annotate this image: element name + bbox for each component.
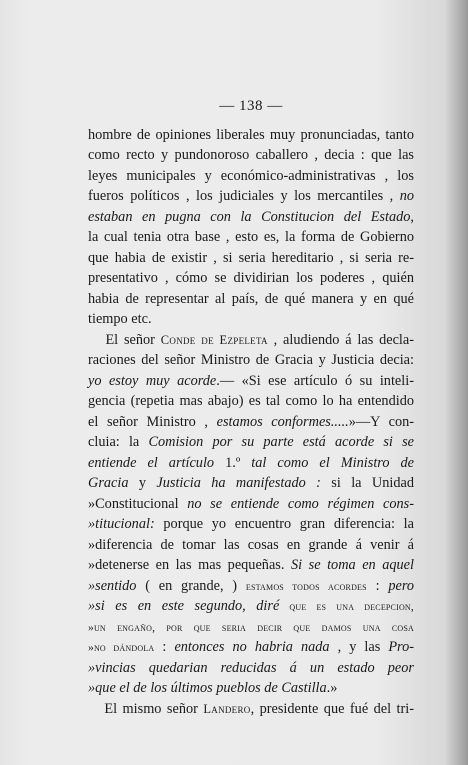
text-line: cluia: la Comision por su parte está acorde si se [88, 434, 414, 450]
text-line: »no dándola : entonces no habria nada , y las Pro- [88, 639, 414, 655]
text-line: »detenerse en las mas pequeñas. Si se toma en aquel [88, 557, 415, 573]
text-line: estaban en pugna con la Constitucion del Estado, [88, 208, 414, 225]
text-line: habia de representar al país, de qué manera y en qué [88, 290, 414, 307]
page-number: — 138 — [219, 98, 283, 114]
text-line: presentativo , cómo se dividirian los poderes , quién [88, 270, 414, 286]
text-line: leyes municipales y económico-administrativas , los [88, 167, 414, 184]
text-line: »diferencia de tomar las cosas en grande á venir á [88, 536, 414, 553]
text-line: »si es en este segundo, diré que es una decepcion, [88, 598, 414, 614]
text-line: Gracia y Justicia ha manifestado : si la Unidad [88, 475, 414, 491]
text-line: »Constitucional no se entiende como régimen cons- [88, 495, 414, 512]
text-line: la cual tenia otra base , esto es, la forma de Gobierno [88, 229, 414, 245]
text-line: hombre de opiniones liberales muy pronunciadas, tanto [88, 126, 414, 143]
text-line: tiempo etc. [88, 311, 152, 327]
text-line: el señor Ministro , estamos conformes.....»—Y con- [88, 413, 414, 430]
text-line: »un engaño, por que seria decir que damos una cosa [88, 621, 414, 634]
text-line: que habia de existir , si seria hereditario , si seria re- [88, 249, 414, 266]
text-line: »vincias quedarian reducidas á un estado peor [88, 659, 414, 676]
text-line: »sentido ( en grande, ) estamos todos acordes : pero [88, 577, 415, 594]
page-content [88, 96, 414, 719]
text-line: »titucional: porque yo encuentro gran diferencia: la [88, 516, 414, 532]
text-line: raciones del señor Ministro de Gracia y Justicia decia: [88, 352, 414, 368]
text-line: El mismo señor Landero, presidente que fué del tri- [104, 700, 415, 717]
text-line: El señor Conde de Ezpeleta , aludiendo á las decla- [105, 331, 415, 348]
text-line: fueros políticos , los judiciales y los mercantiles , no [88, 188, 414, 204]
text-line: yo estoy muy acorde.— «Si ese artículo ó su inteli- [88, 372, 414, 389]
text-line: entiende el artículo 1.º tal como el Ministro de [88, 454, 414, 471]
text-line: gencia (repetia mas abajo) es tal como lo ha entendido [88, 393, 414, 409]
text-line: »que el de los últimos pueblos de Castilla.» [88, 680, 338, 696]
speaker-name: Landero [203, 701, 251, 716]
speaker-name: Conde de Ezpeleta [160, 332, 268, 347]
text-line: como recto y pundonoroso caballero , decia : que las [88, 147, 414, 163]
